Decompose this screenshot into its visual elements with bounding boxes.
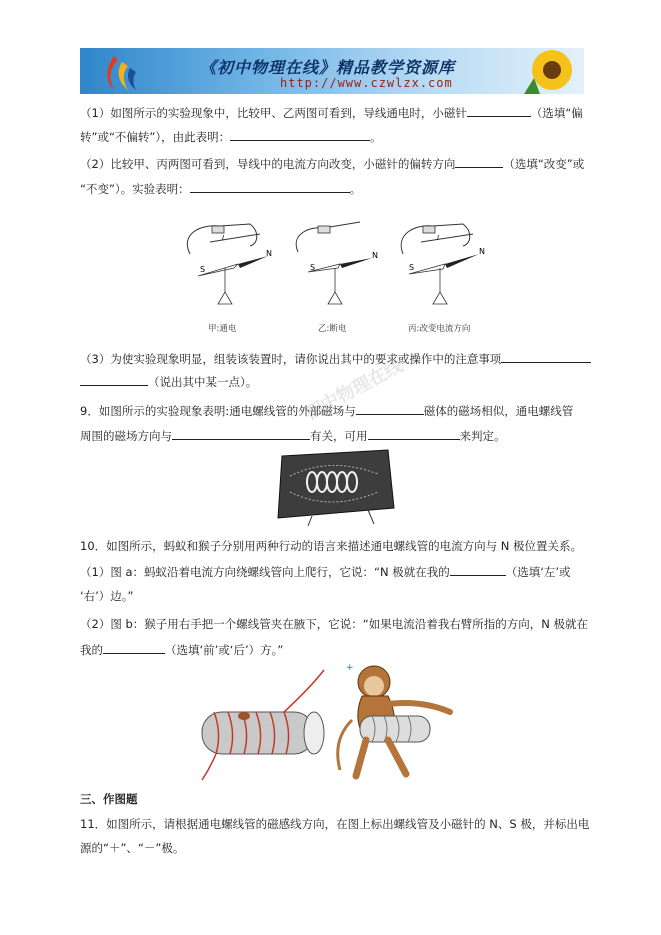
q10-line1 (80, 563, 571, 580)
q8-text: 。 (349, 182, 362, 196)
answer-blank[interactable] (368, 427, 460, 440)
q9-line1 (80, 402, 573, 419)
caption-bing: 丙:改变电流方向 (408, 324, 471, 334)
q8-text: （说出其中某一点）。 (148, 375, 258, 389)
q8-line2 (80, 128, 382, 145)
caption-jia: 甲:通电 (208, 324, 237, 334)
q8-text: （3）为使实验现象明显，组装该装置时，请你说出其中的要求或操作中的注意事项 (80, 352, 502, 366)
south-label: S (200, 265, 206, 274)
ant-icon (238, 712, 250, 720)
q10-line3: （2）图 b：猴子用右手把一个螺线管夹在腋下，它说：“如果电流沿着我右臂所指的方向，N 极就在 (80, 617, 588, 631)
south-label: S (310, 263, 316, 272)
q11-line2: 源的“＋”、“－”极。 (80, 841, 185, 855)
answer-blank[interactable] (356, 402, 424, 415)
q9-text: 来判定。 (459, 429, 506, 443)
answer-blank[interactable] (230, 128, 370, 141)
q10-text: （选填‘左’或 (505, 565, 571, 579)
oersted-figure (180, 214, 500, 334)
north-label: N (266, 249, 272, 258)
answer-blank[interactable] (172, 427, 310, 440)
current-label: I (437, 234, 440, 242)
setup-jia (187, 224, 272, 304)
ant-solenoid-figure (192, 668, 332, 784)
q10-line4 (80, 641, 283, 658)
q8-line1 (80, 104, 583, 121)
answer-blank[interactable] (190, 180, 350, 193)
watermark: 初中物理在线 (301, 355, 407, 425)
q9-text: 周围的磁场方向与 (80, 429, 172, 443)
q10-text: 我的 (80, 643, 103, 657)
q9-text: 有关，可用 (310, 429, 368, 443)
solenoid-filings-figure (270, 446, 400, 526)
q9-line2 (80, 427, 506, 444)
q8-text: （2）比较甲、丙两图可看到，导线中的电流方向改变，小磁针的偏转方向 (80, 157, 456, 171)
q10-text: （选填‘前’或‘后’）方。” (165, 643, 284, 657)
setup-bing (401, 224, 485, 304)
q8-text: 。 (370, 130, 382, 144)
q8-text: （选填“偏 (530, 106, 583, 120)
q8-line6 (80, 373, 257, 390)
q8-text: 转”或“不偏转”），由此表明： (80, 130, 231, 144)
q10-intro: 10．如图所示，蚂蚁和猴子分别用两种行动的语言来描述通电螺线管的电流方向与 N 极位置关系。 (80, 539, 583, 553)
q10-text: （1）图 a：蚂蚁沿着电流方向绕螺线管向上爬行，它说：“N 极就在我的 (80, 565, 450, 579)
monkey-solenoid-figure (332, 660, 472, 784)
q8-text: “不变”）。实验表明： (80, 182, 190, 196)
answer-blank[interactable] (80, 373, 148, 386)
answer-blank[interactable] (455, 155, 503, 168)
sunflower-icon (514, 48, 584, 94)
setup-yi (296, 222, 378, 304)
q8-text: （1）如图所示的实验现象中，比较甲、乙两图可看到，导线通电时，小磁针 (80, 106, 467, 120)
answer-blank[interactable] (450, 563, 506, 576)
banner-title: 《初中物理在线》精品教学资源库 (200, 58, 456, 77)
answer-blank[interactable] (467, 104, 531, 117)
section-title: 三、作图题 (80, 792, 138, 806)
banner-url[interactable]: http://www.czwlzx.com (280, 76, 453, 90)
north-label: N (372, 251, 378, 260)
caption-yi: 乙:断电 (318, 324, 347, 334)
q10-line2: ‘右’）边。” (80, 589, 134, 603)
header-banner (80, 48, 584, 94)
q8-line4 (80, 180, 361, 197)
south-label: S (409, 263, 415, 272)
q9-text: 磁体的磁场相似，通电螺线管 (423, 404, 574, 418)
north-label: N (479, 247, 485, 256)
logo-icon (96, 48, 156, 94)
q11-line1: 11．如图所示，请根据通电螺线管的磁感线方向，在图上标出螺线管及小磁针的 N、S 极，并标出电 (80, 817, 590, 831)
current-label: I (222, 234, 225, 242)
answer-blank[interactable] (103, 641, 165, 654)
q9-text: 9．如图所示的实验现象表明:通电螺线管的外部磁场与 (80, 404, 356, 418)
q8-text: （选填“改变”或 (503, 157, 585, 171)
q8-line3 (80, 155, 584, 172)
plus-mark: + (346, 663, 354, 673)
